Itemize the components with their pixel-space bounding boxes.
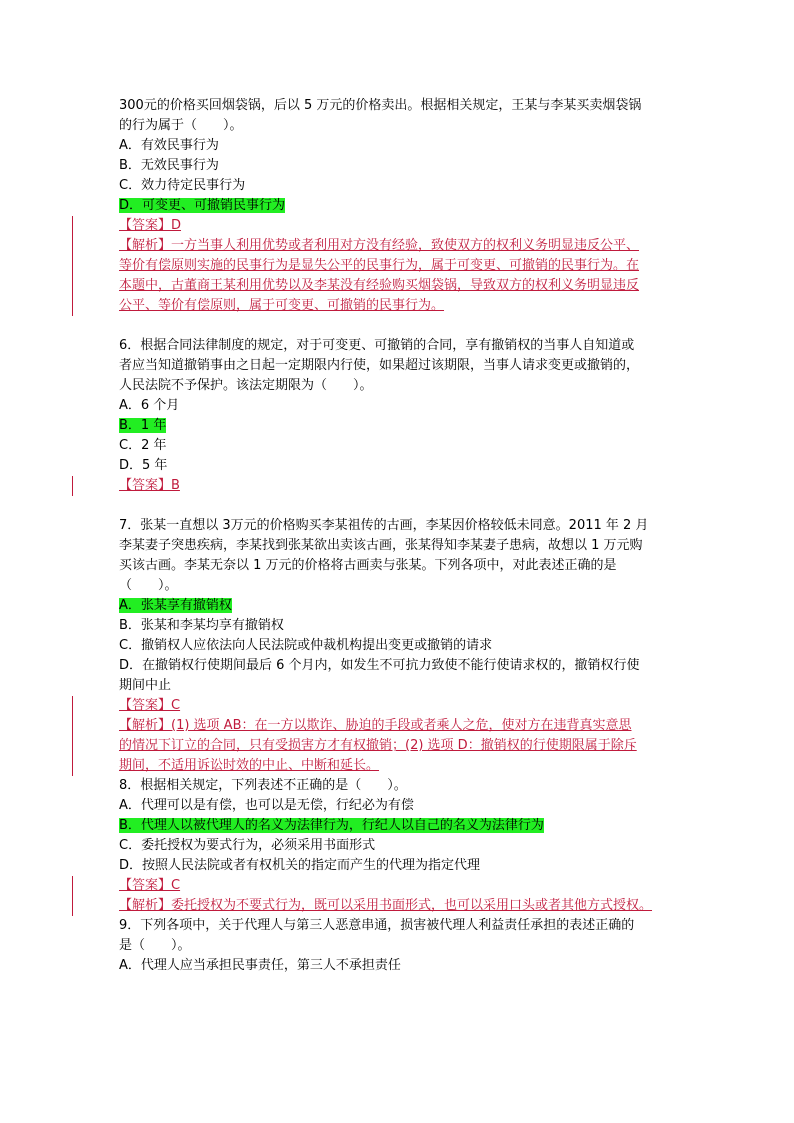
- option-b-correct: [119, 416, 689, 436]
- answer-block: [119, 876, 689, 916]
- highlighted-option: D．可变更、可撤销民事行为: [119, 198, 286, 213]
- option-c: C．撤销权人应依法向人民法院或仲裁机构提出变更或撤销的请求: [119, 638, 493, 653]
- option-d-correct: [119, 196, 689, 216]
- option-c: C．效力待定民事行为: [119, 178, 246, 193]
- analysis-line: [119, 276, 689, 296]
- analysis-text: 等价有偿原则实施的民事行为是显失公平的民事行为，属于可变更、可撤销的民事行为。在: [119, 258, 640, 273]
- option-b-highlighted: [119, 816, 689, 836]
- option-d: D．按照人民法院或者有权机关的指定而产生的代理为指定代理: [119, 858, 481, 873]
- question-stem-line: 人民法院不予保护。该法定期限为（ ）。: [119, 378, 373, 393]
- option-c: C．2 年: [119, 438, 167, 453]
- analysis-text: 【解析】委托授权为不要式行为，既可以采用书面形式，也可以采用口头或者其他方式授权。: [119, 898, 653, 913]
- spacer: [119, 316, 689, 336]
- analysis-line: [119, 296, 689, 316]
- analysis-text: 的情况下订立的合同，只有受损害方才有权撤销；(2) 选项 D：撤销权的行使期限属于除斥: [119, 738, 637, 753]
- revision-bar: [72, 696, 73, 776]
- question-stem-line: 300元的价格买回烟袋锅，后以 5 万元的价格卖出。根据相关规定，王某与李某买卖烟袋锅: [119, 98, 642, 113]
- analysis-line: [119, 736, 689, 756]
- question-stem-line: 的行为属于（ ）。: [119, 118, 243, 133]
- question-5: [119, 96, 689, 316]
- analysis-text: 公平、等价有偿原则，属于可变更、可撤销的民事行为。: [119, 298, 445, 313]
- answer-block: [119, 476, 689, 496]
- question-stem-line: 6．根据合同法律制度的规定，对于可变更、可撤销的合同，享有撤销权的当事人自知道或: [119, 338, 635, 353]
- option-a: A．代理人应当承担民事责任，第三人不承担责任: [119, 958, 401, 973]
- answer-text: 【答案】D: [119, 218, 182, 233]
- option-a-correct: [119, 596, 689, 616]
- revision-bar: [72, 476, 73, 496]
- highlighted-option: A．张某享有撤销权: [119, 598, 232, 613]
- analysis-line: [119, 236, 689, 256]
- answer-text: 【答案】C: [119, 878, 181, 893]
- answer-text: 【答案】B: [119, 478, 180, 493]
- answer-line: [119, 216, 689, 236]
- highlighted-option: B．1 年: [119, 418, 167, 433]
- question-7: [119, 516, 689, 776]
- question-stem-line: 李某妻子突患疾病，李某找到张某欲出卖该古画，张某得知李某妻子患病，故想以 1 万元购: [119, 538, 643, 553]
- option-d: D．在撤销权行使期间最后 6 个月内，如发生不可抗力致使不能行使请求权的，撤销权行使: [119, 658, 640, 673]
- analysis-line: [119, 896, 689, 916]
- spacer: [119, 496, 689, 516]
- revision-bar: [72, 876, 73, 916]
- analysis-line: [119, 716, 689, 736]
- question-stem-line: 者应当知道撤销事由之日起一定期限内行使，如果超过该期限，当事人请求变更或撤销的，: [119, 358, 640, 373]
- option-b: B．无效民事行为: [119, 158, 219, 173]
- question-9: [119, 916, 689, 976]
- analysis-line: [119, 256, 689, 276]
- question-stem-line: 是（ ）。: [119, 938, 191, 953]
- option-c: C．委托授权为要式行为，必须采用书面形式: [119, 838, 376, 853]
- option-d: D．5 年: [119, 458, 168, 473]
- option-a: A．6 个月: [119, 398, 180, 413]
- analysis-line: [119, 756, 689, 776]
- document-page: [119, 96, 689, 976]
- question-stem-line: 8．根据相关规定，下列表述不正确的是（ ）。: [119, 778, 407, 793]
- revision-bar: [72, 216, 73, 316]
- option-d-continued: 期间中止: [119, 678, 172, 693]
- answer-block: [119, 216, 689, 316]
- highlighted-option: B．代理人以被代理人的名义为法律行为，行纪人以自己的名义为法律行为: [119, 818, 544, 833]
- answer-line: [119, 876, 689, 896]
- question-stem-line: 7．张某一直想以 3万元的价格购买李某祖传的古画，李某因价格较低未同意。2011 年 2 月: [119, 518, 649, 533]
- option-a: A．有效民事行为: [119, 138, 219, 153]
- analysis-text: 【解析】(1) 选项 AB：在一方以欺诈、胁迫的手段或者乘人之危，使对方在违背真实意思: [119, 718, 632, 733]
- analysis-text: 期间，不适用诉讼时效的中止、中断和延长。: [119, 758, 380, 773]
- question-stem-line: 买该古画。李某无奈以 1 万元的价格将古画卖与张某。下列各项中，对此表述正确的是: [119, 558, 617, 573]
- question-6: [119, 336, 689, 496]
- answer-line: [119, 476, 689, 496]
- answer-text: 【答案】C: [119, 698, 181, 713]
- question-8: [119, 776, 689, 916]
- answer-line: [119, 696, 689, 716]
- answer-block: [119, 696, 689, 776]
- option-b: B．张某和李某均享有撤销权: [119, 618, 284, 633]
- question-stem-line: 9．下列各项中，关于代理人与第三人恶意串通，损害被代理人利益责任承担的表述正确的: [119, 918, 635, 933]
- option-a: A．代理可以是有偿，也可以是无偿，行纪必为有偿: [119, 798, 414, 813]
- analysis-text: 【解析】一方当事人利用优势或者利用对方没有经验，致使双方的权利义务明显违反公平、: [119, 238, 640, 253]
- question-stem-line: （ ）。: [119, 578, 178, 593]
- analysis-text: 本题中，古董商王某利用优势以及李某没有经验购买烟袋锅，导致双方的权利义务明显违反: [119, 278, 640, 293]
